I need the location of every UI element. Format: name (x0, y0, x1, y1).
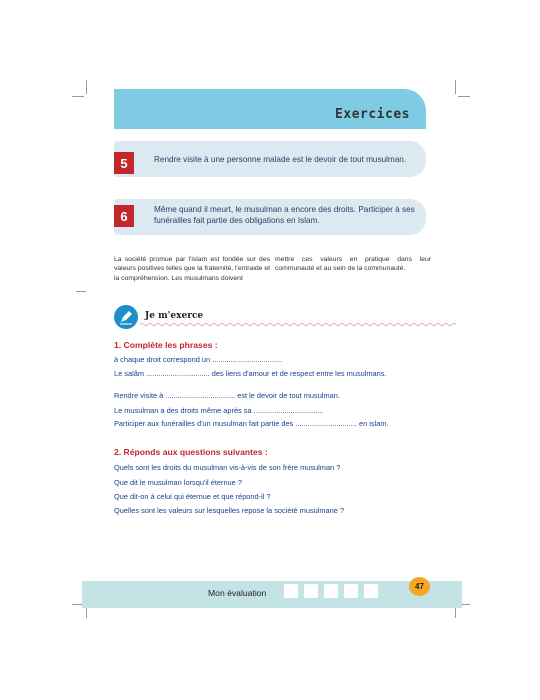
crop-mark (455, 80, 456, 94)
statement-text: Rendre visite à une personne malade est le devoir de tout musulman. (154, 155, 407, 164)
self-evaluation-label: Mon évaluation (208, 588, 267, 598)
exercise-line: Participer aux funérailles d'un musulman fait partie des .............................. en islam. (114, 419, 389, 428)
evaluation-checkbox[interactable] (364, 584, 378, 598)
statement-text: Même quand il meurt, le musulman a encore des droits. Participer à ses funérailles fait partie des obligations en Islam. (154, 205, 415, 225)
statement-number-badge: 6 (114, 205, 134, 227)
pencil-icon (114, 305, 138, 329)
exercise-heading: Je m'exerce (145, 311, 204, 321)
exercise-line: Rendre visite à .................................. est le devoir de tout musulman. (114, 391, 340, 400)
question-line: Que dit le musulman lorsqu'il éternue ? (114, 478, 242, 487)
exercises-banner (114, 89, 426, 129)
section-1-title: 1. Complète les phrases : (114, 340, 218, 350)
exercise-line: Le salâm ............................... des liens d'amour et de respect entre les musulmans. (114, 369, 387, 378)
crop-mark (86, 80, 87, 94)
statement-number-badge: 5 (114, 152, 134, 174)
evaluation-checkbox[interactable] (324, 584, 338, 598)
intro-paragraph-right: mettre ces valeurs en pratique dans leur communauté et au sein de la communauté. (275, 256, 431, 273)
wavy-divider (140, 322, 458, 327)
question-line: Que dit-on à celui qui éternue et que répond-il ? (114, 492, 271, 501)
exercise-line: Le musulman a des droits même après sa .................................. (114, 406, 324, 415)
page-number-badge: 47 (409, 577, 430, 596)
section-2-title: 2. Réponds aux questions suivantes : (114, 447, 268, 457)
crop-mark (76, 291, 86, 292)
page-title: Exercices (335, 107, 410, 122)
crop-mark (72, 96, 84, 97)
evaluation-checkbox[interactable] (284, 584, 298, 598)
crop-mark (458, 96, 470, 97)
exercise-line: à chaque droit correspond un .................................. (114, 355, 283, 364)
question-line: Quelles sont les valeurs sur lesquelles repose la société musulmane ? (114, 506, 345, 515)
intro-paragraph-left: La société promue par l'islam est fondée sur des valeurs positives telles que la fraternité, l'entraide et la compréhension. Les musulmans doivent (114, 256, 270, 282)
evaluation-checkbox[interactable] (344, 584, 358, 598)
evaluation-checkbox[interactable] (304, 584, 318, 598)
footer-band (82, 581, 462, 608)
question-line: Quels sont les droits du musulman vis-à-vis de son frère musulman ? (114, 463, 341, 472)
